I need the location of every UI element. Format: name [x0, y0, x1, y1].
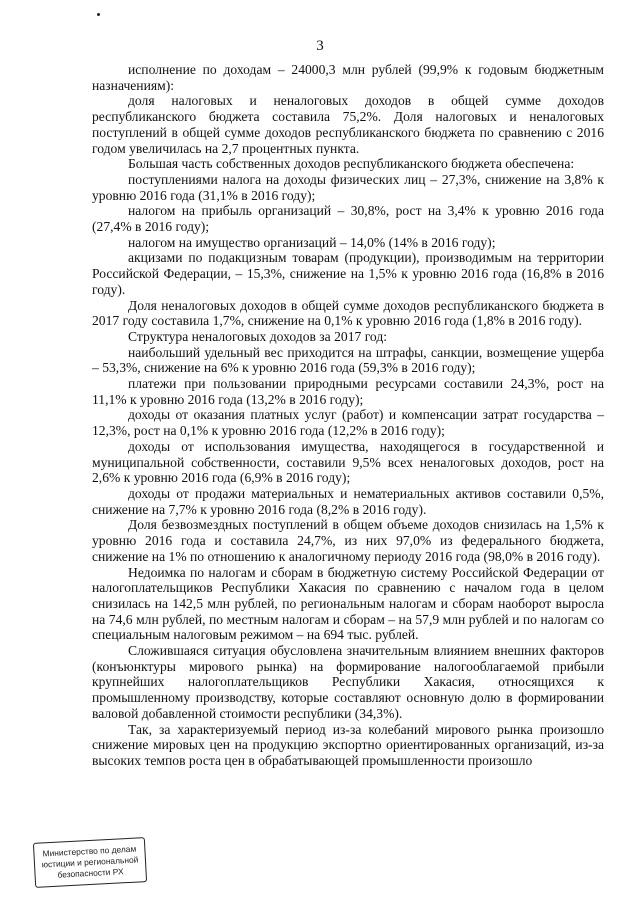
paragraph-paid-services: доходы от оказания платных услуг (работ) и компенсации затрат государства – 12,3%, рост на 0,1% к уровню 2016 года (12,2% в 2016 году);	[92, 407, 604, 439]
paragraph-world-market: Так, за характеризуемый период из-за колебаний мирового рынка произошло снижение мировых цен на продукцию экспортно ориентированных организаций, из-за высоких темпов роста цен в обрабатывающей промышленности произошло	[92, 721, 604, 768]
paragraph-non-tax-share: Доля неналоговых доходов в общей сумме доходов республиканского бюджета в 2017 году составила 1,7%, снижение на 0,1% к уровню 2016 года (1,8% в 2016 году).	[92, 297, 604, 329]
scan-dot	[97, 13, 100, 16]
document-body	[92, 62, 604, 769]
paragraph-tax-share: доля налоговых и неналоговых доходов в общей сумме доходов республиканского бюджета составила 75,2%. Доля налоговых и неналоговых поступлений в общей сумме доходов республиканского бюджета по сравнению с 2016 годом увеличилась на 2,7 процентных пункта.	[92, 93, 604, 156]
stamp-line-1: Министерство по делам	[42, 843, 137, 859]
paragraph-revenue-execution: исполнение по доходам – 24000,3 млн рублей (99,9% к годовым бюджетным назначениям):	[92, 62, 604, 93]
paragraph-personal-income-tax: поступлениями налога на доходы физических лиц – 27,3%, снижение на 3,8% к уровню 2016 года (31,1% в 2016 году);	[92, 171, 604, 203]
paragraph-asset-sales: доходы от продажи материальных и нематериальных активов составили 0,5%, снижение на 7,7% к уровню 2016 года (8,2% в 2016 году).	[92, 485, 604, 517]
paragraph-profit-tax: налогом на прибыль организаций – 30,8%, рост на 3,4% к уровню 2016 года (27,4% в 2016 году);	[92, 203, 604, 235]
paragraph-external-factors: Сложившаяся ситуация обусловлена значительным влиянием внешних факторов (конъюнктуры мирового рынка) на формирование налогооблагаемой прибыли крупнейших налогоплательщиков Республики Хакасия, относящихся к промышленному производству, которые составляют основную долю в формировании валовой добавленной стоимости республики (34,3%).	[92, 643, 604, 721]
paragraph-property-tax: налогом на имущество организаций – 14,0% (14% в 2016 году);	[128, 234, 496, 250]
paragraph-non-tax-structure: Структура неналоговых доходов за 2017 год:	[128, 328, 388, 344]
paragraph-own-revenue-intro: Большая часть собственных доходов республиканского бюджета обеспечена:	[128, 156, 575, 172]
paragraph-arrears: Недоимка по налогам и сборам в бюджетную систему Российской Федерации от налогоплательщиков Республики Хакасия по сравнению с началом года в целом снизилась на 142,5 млн рублей, по региональным налогам и сборам наоборот выросла на 74,6 млн рублей, по местным налогам и сборам – на 57,9 млн рублей и по налогам со специальным налоговым режимом – на 694 тыс. рублей.	[92, 564, 604, 643]
paragraph-grants: Доля безвозмездных поступлений в общем объеме доходов снизилась на 1,5% к уровню 2016 года и составила 24,7%, из них 97,0% из федерального бюджета, снижение на 1% по отношению к аналогичному периоду 2016 года (98,0% в 2016 году).	[92, 517, 604, 564]
stamp-line-2: юстиции и региональной	[41, 854, 139, 870]
page-number: 3	[316, 38, 324, 54]
paragraph-excise: акцизами по подакцизным товарам (продукции), производимым на территории Российской Федерации, – 15,3%, снижение на 1,5% к уровню 2016 года (16,8% в 2016 году).	[92, 250, 604, 297]
stamp-line-3: безопасности РХ	[57, 866, 124, 880]
paragraph-natural-resources: платежи при пользовании природными ресурсами составили 24,3%, рост на 11,1% к уровню 2016 года (13,2% в 2016 году);	[92, 376, 604, 407]
paragraph-fines: наибольший удельный вес приходится на штрафы, санкции, возмещение ущерба – 53,3%, снижение на 6% к уровню 2016 года (59,3% в 2016 году);	[92, 344, 604, 376]
ministry-stamp	[33, 837, 147, 888]
paragraph-property-use: доходы от использования имущества, находящегося в государственной и муниципальной собственности, составили 9,5% всех неналоговых доходов, рост на 2,6% к уровню 2016 года (6,9% в 2016 году);	[92, 438, 604, 486]
